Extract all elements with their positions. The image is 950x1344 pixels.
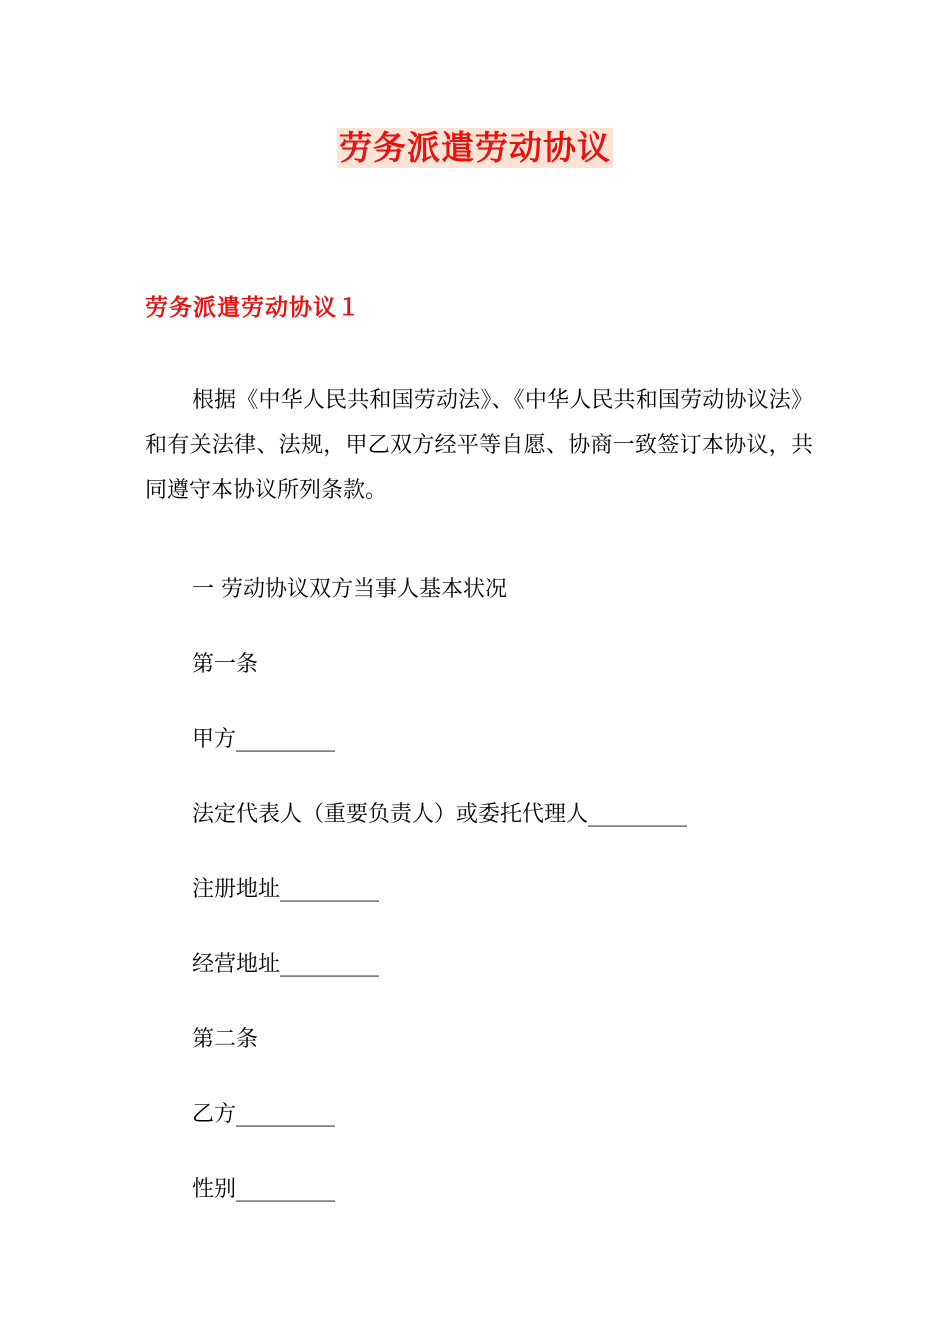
gender-field: 性别_________ — [192, 1177, 336, 1202]
intro-paragraph: 根据《中华人民共和国劳动法》、《中华人民共和国劳动协议法》和有关法律、法规，甲乙双方经平等自愿、协商一致签订本协议，共同遵守本协议所列条款。 — [145, 388, 813, 503]
title-wrapper — [0, 128, 950, 168]
business-address-field: 经营地址_________ — [192, 952, 380, 977]
article-two-label: 第二条 — [192, 1027, 259, 1052]
party-b-field: 乙方_________ — [192, 1102, 336, 1127]
registered-address-field: 注册地址_________ — [192, 877, 380, 902]
party-a-field: 甲方_________ — [192, 727, 336, 752]
chapter-heading: 一 劳动协议双方当事人基本状况 — [192, 577, 507, 602]
document-title: 劳务派遣劳动协议 — [339, 128, 611, 167]
section-heading: 劳务派遣劳动协议１ — [145, 295, 361, 321]
legal-representative-field: 法定代表人（重要负责人）或委托代理人_________ — [192, 802, 688, 827]
article-one-label: 第一条 — [192, 652, 259, 677]
